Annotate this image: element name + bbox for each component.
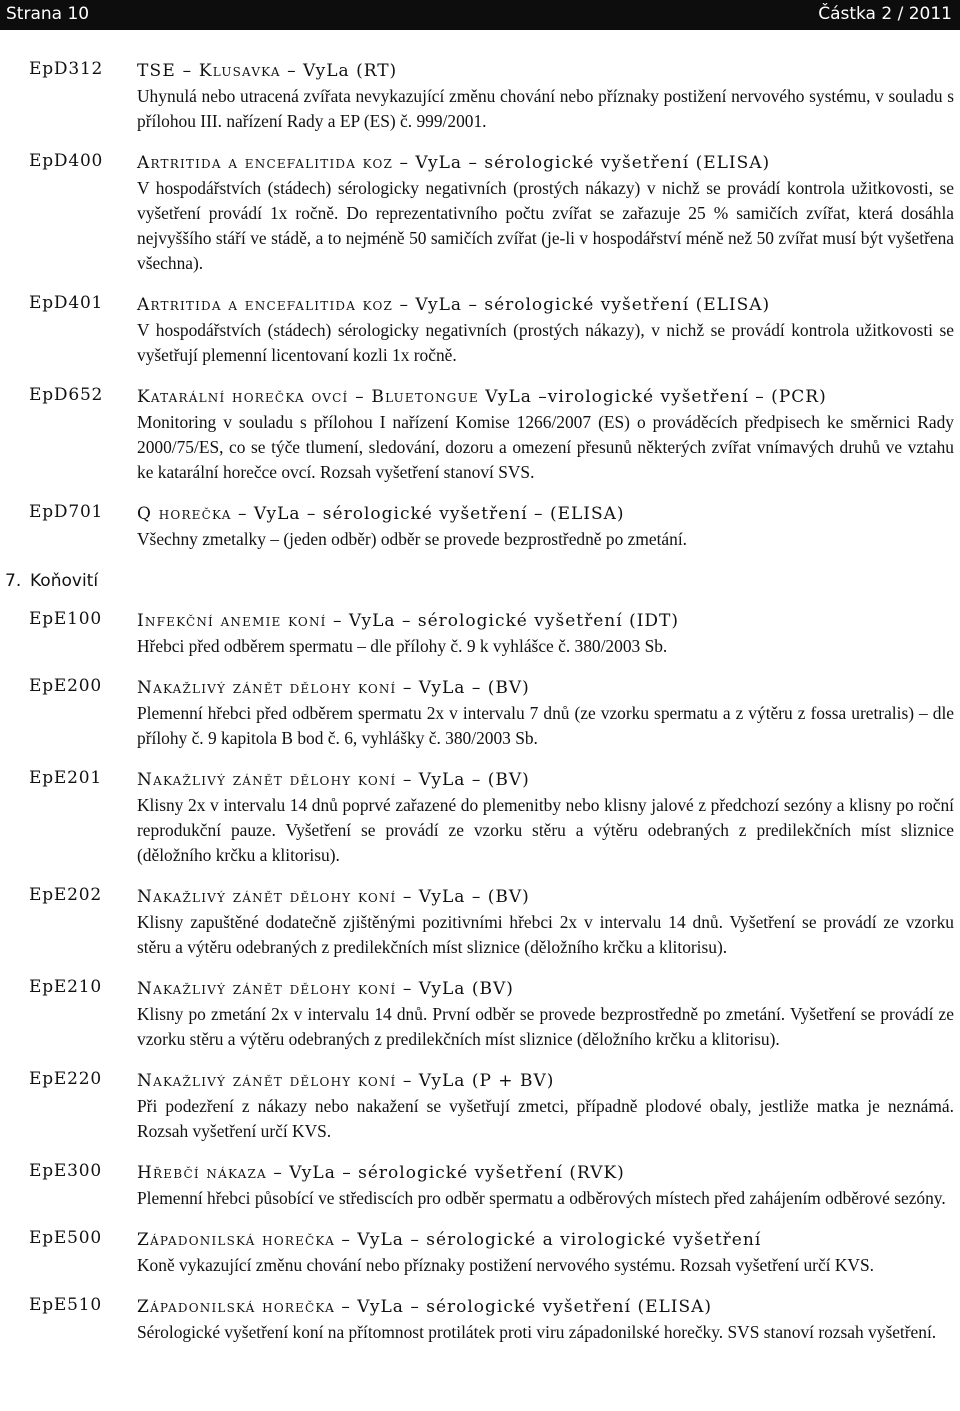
- entry-heading: [137, 767, 954, 793]
- examination-method: – VyLa (BV): [402, 979, 514, 999]
- disease-name: Nakažlivý zánět dělohy koní: [137, 770, 397, 790]
- examination-method: – VyLa – sérologické a virologické vyšetření: [341, 1230, 762, 1250]
- entry-epe202: [0, 884, 960, 960]
- section-title: Koňovití: [30, 571, 99, 591]
- examination-method: – VyLa – sérologické vyšetření (ELISA): [399, 295, 771, 315]
- disease-name: Nakažlivý zánět dělohy koní: [137, 887, 397, 907]
- entry-epd701: [0, 501, 960, 552]
- entry-description: V hospodářstvích (stádech) sérologicky negativních (prostých nákazy), v nichž se provádí kontrola užitkovosti se vyšetřují plemenní licentovaní kozli 1x ročně.: [137, 320, 954, 365]
- entry-description: Plemenní hřebci působící ve střediscích pro odběr spermatu a odběrových místech před zahájením odběrové sezóny.: [137, 1188, 946, 1208]
- entry-code: EpE202: [29, 885, 102, 905]
- entry-description: V hospodářstvích (stádech) sérologicky negativních (prostých nákazy) v nichž se provádí kontrola užitkovosti, se vyšetření provádí 1x ročně. Do reprezentativního počtu zvířat se zařazuje 25 % samičích zvířat, která dosáhla nejvyššího stáří ve stádě, a to nejméně 50 samičích zvířat (je-li v hospodářství méně než 50 zvířat musí být vyšetřena všechna).: [137, 178, 954, 273]
- entry-code: EpD401: [29, 293, 104, 313]
- entry-epe200: [0, 675, 960, 751]
- entry-code: EpD400: [29, 151, 104, 171]
- disease-name: TSE – Klusavka: [137, 61, 281, 81]
- disease-name: Infekční anemie koní: [137, 611, 327, 631]
- entry-heading: [137, 884, 954, 910]
- disease-name: Q horečka: [137, 504, 232, 524]
- entry-epd652: [0, 384, 960, 485]
- entry-code: EpE100: [29, 609, 102, 629]
- disease-name: Hřebčí nákaza: [137, 1163, 267, 1183]
- entry-heading: [137, 292, 954, 318]
- entry-code: EpD701: [29, 502, 104, 522]
- examination-method: – VyLa – (BV): [402, 678, 530, 698]
- entry-code: EpE510: [29, 1295, 102, 1315]
- entry-code: EpE300: [29, 1161, 102, 1181]
- entry-epd400: [0, 150, 960, 276]
- page-header: [0, 0, 960, 30]
- entry-code: EpE210: [29, 977, 102, 997]
- entry-description: Klisny po zmetání 2x v intervalu 14 dnů. První odběr se provede bezprostředně po zmetání. Vyšetření se provádí ze vzorku stěru a výtěru odebraných z predilekčních míst sliznice (děložního krčku a klitorisu).: [137, 1004, 954, 1049]
- disease-name: Artritida a encefalitida koz: [137, 295, 394, 315]
- entry-heading: [137, 1068, 954, 1094]
- entry-heading: [137, 1294, 954, 1320]
- entry-description: Sérologické vyšetření koní na přítomnost protilátek proti viru západonilské horečky. SVS stanoví rozsah vyšetření.: [137, 1322, 937, 1342]
- entry-heading: [137, 501, 954, 527]
- entry-epd312: [0, 58, 960, 134]
- entry-heading: [137, 675, 954, 701]
- section-number: 7.: [5, 571, 22, 591]
- disease-name: Západonilská horečka: [137, 1297, 335, 1317]
- disease-name: Nakažlivý zánět dělohy koní: [137, 678, 397, 698]
- entry-epe210: [0, 976, 960, 1052]
- entry-heading: [137, 976, 954, 1002]
- disease-name: Katarální horečka ovcí – Bluetongue: [137, 387, 479, 407]
- entry-epe500: [0, 1227, 960, 1278]
- entry-description: Plemenní hřebci před odběrem spermatu 2x v intervalu 7 dnů (ze vzorku spermatu a z výtěru z fossa uretralis) – dle přílohy č. 9 kapitola B bod č. 6, vyhlášky č. 380/2003 Sb.: [137, 703, 954, 748]
- examination-method: – VyLa – sérologické vyšetření (RVK): [273, 1163, 625, 1183]
- entry-code: EpE201: [29, 768, 102, 788]
- entry-heading: [137, 1160, 954, 1186]
- entry-heading: [137, 1227, 954, 1253]
- entry-code: EpE220: [29, 1069, 102, 1089]
- entry-code: EpE200: [29, 676, 102, 696]
- examination-method: – VyLa – sérologické vyšetření (IDT): [333, 611, 680, 631]
- examination-method: VyLa –virologické vyšetření – (PCR): [485, 387, 827, 407]
- document-content: [0, 58, 960, 1361]
- entry-epe201: [0, 767, 960, 868]
- issue-number: Částka 2 / 2011: [818, 4, 952, 24]
- examination-method: – VyLa – sérologické vyšetření (ELISA): [399, 153, 771, 173]
- entry-description: Klisny 2x v intervalu 14 dnů poprvé zařazené do plemenitby nebo klisny jalové z předchozí sezóny a klisny po roční reprodukční pauze. Vyšetření se provádí ze vzorku stěru a výtěru odebraných z predilekčních míst sliznice (děložního krčku a klitorisu).: [137, 795, 954, 865]
- entry-description: Všechny zmetalky – (jeden odběr) odběr se provede bezprostředně po zmetání.: [137, 529, 688, 549]
- entry-code: EpD312: [29, 59, 104, 79]
- entry-description: Při podezření z nákazy nebo nakažení se vyšetřují zmetci, případně plodové obaly, jestliže matka je neznámá. Rozsah vyšetření určí KVS.: [137, 1096, 954, 1141]
- examination-method: – VyLa – sérologické vyšetření (ELISA): [341, 1297, 713, 1317]
- disease-name: Nakažlivý zánět dělohy koní: [137, 979, 397, 999]
- entry-epe510: [0, 1294, 960, 1345]
- disease-name: Artritida a encefalitida koz: [137, 153, 394, 173]
- entry-description: Hřebci před odběrem spermatu – dle přílohy č. 9 k vyhlášce č. 380/2003 Sb.: [137, 636, 668, 656]
- entry-code: EpD652: [29, 385, 104, 405]
- examination-method: – VyLa – (BV): [402, 887, 530, 907]
- examination-method: – VyLa (P + BV): [402, 1071, 555, 1091]
- entry-description: Monitoring v souladu s přílohou I nařízení Komise 1266/2007 (ES) o prováděcích předpisech ke směrnici Rady 2000/75/ES, co se týče tlumení, sledování, dozoru a omezení přesunů některých zvířat vnímavých druhů ve vztahu ke katarální horečce ovcí. Rozsah vyšetření stanoví SVS.: [137, 412, 954, 482]
- page-number: Strana 10: [6, 4, 90, 24]
- examination-method: – VyLa – sérologické vyšetření – (ELISA): [237, 504, 625, 524]
- goat-sheep-entries: [0, 58, 960, 552]
- entry-heading: [137, 150, 954, 176]
- disease-name: Západonilská horečka: [137, 1230, 335, 1250]
- entry-description: Uhynulá nebo utracená zvířata nevykazující změnu chování nebo příznaky postižení nervového systému, v souladu s přílohou III. nařízení Rady a EP (ES) č. 999/2001.: [137, 86, 954, 131]
- examination-method: – VyLa (RT): [287, 61, 398, 81]
- entry-heading: [137, 58, 954, 84]
- disease-name: Nakažlivý zánět dělohy koní: [137, 1071, 397, 1091]
- entry-epe220: [0, 1068, 960, 1144]
- entry-description: Klisny zapuštěné dodatečně zjištěnými pozitivními hřebci 2x v intervalu 14 dnů. Vyšetření se provádí ze vzorku stěru a výtěru odebraných z predilekčních míst sliznice (děložního krčku a klitorisu).: [137, 912, 954, 957]
- entry-description: Koně vykazující změnu chování nebo příznaky postižení nervového systému. Rozsah vyšetření určí KVS.: [137, 1255, 874, 1275]
- entry-code: EpE500: [29, 1228, 102, 1248]
- entry-epd401: [0, 292, 960, 368]
- entry-epe300: [0, 1160, 960, 1211]
- entry-epe100: [0, 608, 960, 659]
- examination-method: – VyLa – (BV): [402, 770, 530, 790]
- entry-heading: [137, 608, 954, 634]
- section-heading: [0, 566, 960, 600]
- horse-entries: [0, 608, 960, 1345]
- entry-heading: [137, 384, 954, 410]
